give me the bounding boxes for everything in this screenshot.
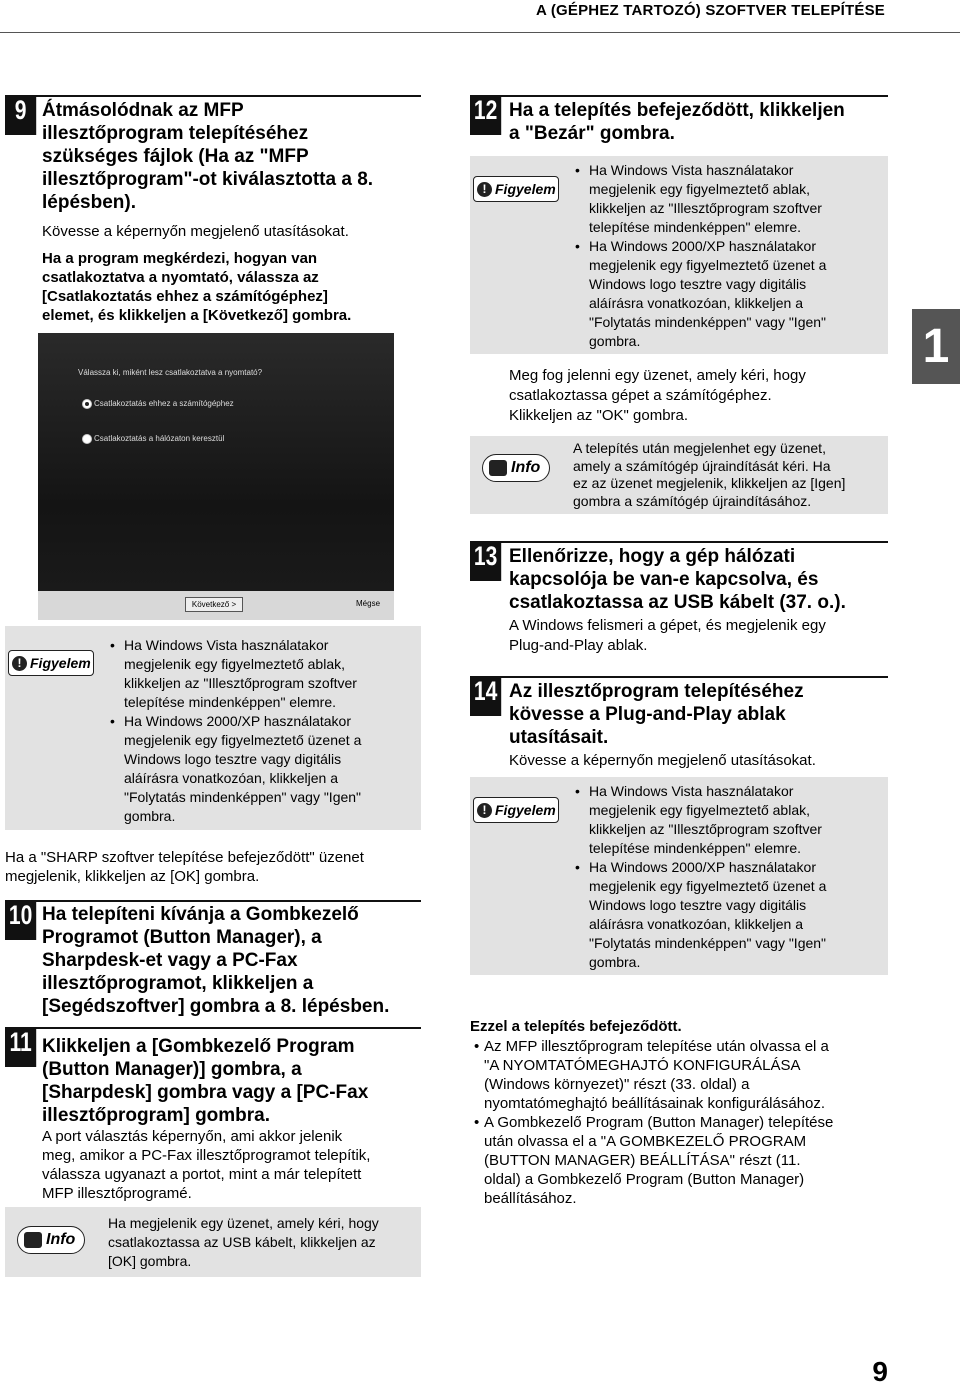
heading-line: Ha telepíteni kívánja a Gombkezelő — [42, 904, 359, 925]
caution-label: Figyelem — [495, 802, 556, 818]
text-line: "Folytatás mindenképpen" vagy "Igen" — [589, 314, 827, 330]
step12-after — [509, 366, 889, 426]
text-line: • Ha Windows 2000/XP használatakor — [589, 238, 816, 254]
step-rule — [470, 95, 888, 97]
heading-line: illesztőprogram"-ot kiválasztotta a 8. — [42, 169, 374, 190]
text-line: • Ha Windows Vista használatakor — [589, 162, 794, 178]
caution-item — [573, 161, 883, 237]
text-line: gombra. — [124, 808, 176, 824]
text-line: • Ha Windows 2000/XP használatakor — [589, 859, 816, 875]
step13-text — [509, 616, 894, 656]
caution-note-left — [5, 626, 421, 830]
heading-line: illesztőprogram] gombra. — [42, 1105, 271, 1126]
step10-heading — [42, 903, 427, 1018]
text-line: csatlakoztassa gépet a számítógéphez. — [509, 387, 772, 404]
text-line: • Ha Windows 2000/XP használatakor — [124, 713, 351, 729]
heading-line: Programot (Button Manager), a — [42, 927, 322, 948]
text-line: "A NYOMTATÓMEGHAJTÓ KONFIGURÁLÁSA — [484, 1057, 801, 1074]
text-line: aláírásra vonatkozóan, klikkeljen a — [589, 916, 804, 932]
header-rule — [0, 32, 960, 33]
text-line: telepítése mindenképpen" elemre. — [124, 694, 336, 710]
info-badge — [482, 454, 550, 482]
info-badge — [17, 1226, 85, 1254]
text-line: A telepítés után megjelenhet egy üzenet, — [573, 440, 826, 456]
text-line: Ha megjelenik egy üzenet, amely kéri, hogy — [108, 1215, 379, 1231]
text-line: beállításához. — [484, 1190, 577, 1207]
running-header: A (GÉPHEZ TARTOZÓ) SZOFTVER TELEPÍTÉSE — [535, 2, 885, 19]
text-line: amely a számítógép újraindítását kéri. Ha — [573, 457, 831, 474]
step-rule — [470, 676, 888, 678]
text-line: "Folytatás mindenképpen" vagy "Igen" — [124, 789, 362, 805]
heading-line: [Sharpdesk] gombra vagy a [PC-Fax — [42, 1082, 369, 1103]
text-line: csatlakoztassa az USB kábelt, klikkeljen az — [108, 1234, 376, 1250]
exclamation-icon: ! — [477, 803, 492, 818]
text-line: meg, amikor a PC-Fax illesztőprogramot telepítik, — [42, 1147, 371, 1164]
heading-line: kapcsolója be van-e kapcsolva, és — [509, 569, 819, 590]
heading-line: [Segédszoftver] gombra a 8. lépésben. — [42, 996, 390, 1017]
text-line: megjelenik, klikkeljen az [OK] gombra. — [5, 868, 260, 885]
heading-line: (Button Manager)] gombra, a — [42, 1059, 302, 1080]
step9-bold-text — [42, 249, 422, 325]
text-line: (Windows környezet)" részt (33. oldal) a — [484, 1076, 750, 1093]
caution-badge — [8, 650, 94, 676]
text-line: A Windows felismeri a gépet, és megjelenik egy — [509, 617, 826, 634]
text-line: telepítése mindenképpen" elemre. — [589, 219, 801, 235]
caution-list — [573, 161, 883, 351]
text-line: A port választás képernyőn, ami akkor jelenik — [42, 1128, 343, 1145]
caution-item — [573, 858, 883, 972]
step14-heading — [509, 680, 894, 749]
heading-line: Az illesztőprogram telepítéséhez — [509, 681, 804, 702]
caution-label: Figyelem — [30, 655, 91, 671]
step-rule — [5, 95, 421, 97]
text-line: • Az MFP illesztőprogram telepítése után olvassa el a — [484, 1038, 829, 1055]
text-line: után olvassa el a "A GOMBKEZELŐ PROGRAM — [484, 1133, 807, 1150]
page-number: 9 — [872, 1356, 888, 1387]
radio-unselected[interactable] — [82, 434, 92, 444]
text-line: Windows logo tesztre vagy digitális — [589, 276, 807, 292]
step-number-11: 11 — [5, 1027, 36, 1067]
text-line: megjelenik egy figyelmeztető üzenet a — [124, 732, 362, 748]
step12-heading — [509, 99, 889, 145]
finish-list — [470, 1037, 890, 1208]
step13-heading — [509, 545, 894, 614]
info-text — [573, 440, 883, 510]
option-local: Csatlakoztatás ehhez a számítógéphez — [94, 399, 234, 408]
step-number-14: 14 — [470, 676, 501, 716]
step-rule — [5, 1027, 421, 1029]
caution-badge — [473, 797, 559, 823]
text-line: gombra. — [589, 333, 641, 349]
finish-item — [470, 1113, 890, 1208]
caution-item — [573, 782, 883, 858]
exclamation-icon: ! — [477, 182, 492, 197]
caution-label: Figyelem — [495, 181, 556, 197]
heading-line: Átmásolódnak az MFP — [42, 100, 244, 121]
heading-line: illesztőprogram telepítéséhez — [42, 123, 309, 144]
text-line: ez az üzenet megjelenik, klikkeljen az [Igen] — [573, 475, 846, 491]
text-line: Meg fog jelenni egy üzenet, amely kéri, hogy — [509, 367, 806, 384]
text-line: megjelenik egy figyelmeztető ablak, — [124, 656, 346, 672]
heading-line: szükséges fájlok (Ha az "MFP — [42, 146, 309, 167]
step-number-9: 9 — [5, 95, 36, 135]
text-line: aláírásra vonatkozóan, klikkeljen a — [124, 770, 339, 786]
heading-line: utasításait. — [509, 727, 609, 748]
step-number-10: 10 — [5, 900, 36, 940]
chapter-tab: 1 — [912, 309, 960, 384]
step-number-13: 13 — [470, 541, 501, 581]
text-line: megjelenik egy figyelmeztető üzenet a — [589, 878, 827, 894]
text-line: Windows logo tesztre vagy digitális — [589, 897, 807, 913]
text-line: Windows logo tesztre vagy digitális — [124, 751, 342, 767]
caution-item — [108, 712, 413, 826]
text-line: gombra a számítógép újraindításához. — [573, 492, 812, 509]
text-line: • A Gombkezelő Program (Button Manager) telepítése — [484, 1114, 834, 1131]
text-line: klikkeljen az "Illesztőprogram szoftver — [124, 675, 357, 691]
step9-text: Kövesse a képernyőn megjelenő utasításokat. — [42, 223, 349, 240]
finish-title: Ezzel a telepítés befejeződött. — [470, 1018, 682, 1035]
installer-screenshot — [38, 333, 394, 620]
cancel-button[interactable]: Mégse — [356, 599, 381, 608]
text-line: [Csatlakoztatás ehhez a számítógéphez] — [42, 288, 328, 305]
step14-text: Kövesse a képernyőn megjelenő utasításokat. — [509, 752, 816, 769]
text-line: Ha a "SHARP szoftver telepítése befejeződött" üzenet — [5, 849, 364, 866]
step9-heading — [42, 99, 422, 214]
screenshot-button-bar — [38, 591, 394, 620]
text-line: • Ha Windows Vista használatakor — [589, 783, 794, 799]
caution-item — [573, 237, 883, 351]
text-line: • Ha Windows Vista használatakor — [124, 637, 329, 653]
step11-text — [42, 1127, 427, 1203]
next-button[interactable]: Következő > — [185, 597, 243, 612]
heading-line: illesztőprogramot, klikkeljen a — [42, 973, 314, 994]
heading-line: a "Bezár" gombra. — [509, 123, 675, 144]
step-rule — [5, 900, 421, 902]
pen-icon — [489, 460, 507, 476]
radio-selected[interactable] — [82, 399, 92, 409]
info-text — [108, 1214, 413, 1271]
text-line: klikkeljen az "Illesztőprogram szoftver — [589, 821, 822, 837]
heading-line: Sharpdesk-et vagy a PC-Fax — [42, 950, 298, 971]
text-line: Klikkeljen az "OK" gombra. — [509, 407, 689, 424]
heading-line: Ellenőrizze, hogy a gép hálózati — [509, 546, 796, 567]
text-line: (BUTTON MANAGER) BEÁLLÍTÁSA" részt (11. — [484, 1152, 801, 1169]
caution-badge — [473, 176, 559, 202]
text-line: megjelenik egy figyelmeztető ablak, — [589, 181, 811, 197]
text-line: gombra. — [589, 954, 641, 970]
text-line: oldal) a Gombkezelő Program (Button Manager) — [484, 1171, 805, 1188]
text-line: aláírásra vonatkozóan, klikkeljen a — [589, 295, 804, 311]
heading-line: kövesse a Plug-and-Play ablak — [509, 704, 786, 725]
option-network: Csatlakoztatás a hálózaton keresztül — [94, 434, 225, 443]
info-note-right — [470, 436, 888, 514]
text-line: Ha a program megkérdezi, hogyan van — [42, 250, 318, 267]
sharp-finished-text — [5, 848, 425, 886]
text-line: [OK] gombra. — [108, 1253, 192, 1269]
step-rule — [470, 541, 888, 543]
step-number-12: 12 — [470, 95, 501, 135]
screenshot-question: Válassza ki, miként lesz csatlakoztatva a nyomtató? — [78, 368, 263, 377]
text-line: telepítése mindenképpen" elemre. — [589, 840, 801, 856]
info-note-left — [5, 1207, 421, 1277]
text-line: klikkeljen az "Illesztőprogram szoftver — [589, 200, 822, 216]
caution-note-right — [470, 156, 888, 354]
info-label: Info — [46, 1231, 76, 1248]
caution-list — [573, 782, 883, 972]
text-line: válassza ugyanazt a portot, mint a már telepített — [42, 1166, 362, 1183]
text-line: nyomtatómeghajtó beállításainak konfigurálásához. — [484, 1095, 826, 1112]
caution-note-step14 — [470, 777, 888, 975]
text-line: megjelenik egy figyelmeztető ablak, — [589, 802, 811, 818]
heading-line: csatlakoztassa az USB kábelt (37. o.). — [509, 592, 846, 613]
step11-heading — [42, 1035, 427, 1127]
text-line: megjelenik egy figyelmeztető üzenet a — [589, 257, 827, 273]
text-line: MFP illesztőprogramé. — [42, 1185, 192, 1202]
heading-line: Ha a telepítés befejeződött, klikkeljen — [509, 100, 845, 121]
heading-line: Klikkeljen a [Gombkezelő Program — [42, 1036, 355, 1057]
info-label: Info — [511, 459, 541, 476]
text-line: "Folytatás mindenképpen" vagy "Igen" — [589, 935, 827, 951]
finish-item — [470, 1037, 890, 1113]
text-line: Plug-and-Play ablak. — [509, 637, 648, 654]
caution-list — [108, 636, 413, 826]
text-line: elemet, és klikkeljen a [Következő] gombra. — [42, 307, 352, 324]
caution-item — [108, 636, 413, 712]
exclamation-icon: ! — [12, 656, 27, 671]
pen-icon — [24, 1232, 42, 1248]
text-line: csatlakoztatva a nyomtató, válassza az — [42, 269, 319, 286]
heading-line: lépésben). — [42, 192, 136, 213]
